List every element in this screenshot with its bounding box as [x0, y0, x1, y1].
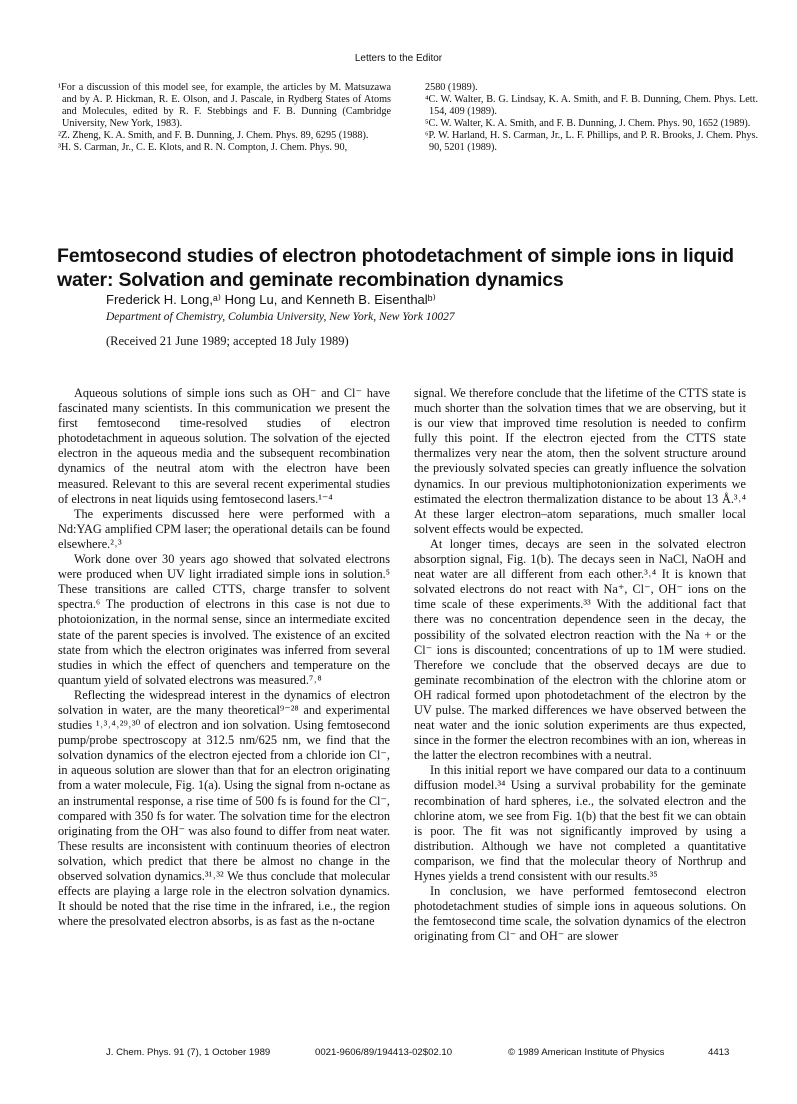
running-head: Letters to the Editor [354, 53, 443, 64]
article-body [58, 386, 746, 944]
paragraph-conclusion: In conclusion, we have performed femtosecond electron photodetachment studies of simple ions in aqueous solutions. On the femtosecond time scale, the solvation dynamics of the electron originating from Cl⁻ and OH⁻ are slower [414, 884, 746, 944]
reference-5: ⁵C. W. Walter, K. A. Smith, and F. B. Dunning, J. Chem. Phys. 90, 1652 (1989). [425, 118, 751, 129]
page-number: 4413 [708, 1047, 730, 1058]
body-left-column [58, 386, 390, 944]
paragraph-intro: Aqueous solutions of simple ions such as OH⁻ and Cl⁻ have fascinated many scientists. In this communication we present the first femtosecond time-resolved studies of electron photodetachment in aqueous solution. The solvation of the ejected electron in the aqueous media and the subsequent recombination dynamics of the neutral atom with the electron have been measured. Relevant to this are several recent experimental studies of electrons in neat liquids using femtosecond lasers.¹⁻⁴ [58, 386, 390, 506]
paragraph-diffusion-model: In this initial report we have compared our data to a continuum diffusion model.³⁴ Using a survival probability for the geminate recombination of hard spheres, i.e., the solvated electron and the chlorine atom, we see from Fig. 1(b) that the best fit we can obtain is poor. The fit was not significantly improved by using a distribution. Although we have not completed a quantitative comparison, we find that the molecular theory of Northrup and Hynes yields a trend consistent with our results.³⁵ [414, 763, 746, 883]
reference-4: ⁴C. W. Walter, B. G. Lindsay, K. A. Smith, and F. B. Dunning, Chem. Phys. Lett. 154, 409 (1989). [425, 94, 758, 117]
footer-copyright: © 1989 American Institute of Physics [508, 1047, 665, 1058]
paragraph-history: Work done over 30 years ago showed that solvated electrons were produced when UV light irradiated simple ions in solution.⁵ These transitions are called CTTS, charge transfer to solvent spectra.⁶ The production of electrons in this case is not due to photoionization, in the normal sense, since an intermediate excited state of the parent species is involved. The existence of an excited state from which the electron originates was inferred from several studies in which the effect of quenchers and temperature on the quantum yield of solvated electrons was measured.⁷˒⁸ [58, 552, 390, 687]
paragraph-experiments: The experiments discussed here were performed with a Nd:YAG amplified CPM laser; the operational details can be found elsewhere.²˒³ [58, 506, 390, 551]
previous-article-references [58, 82, 758, 154]
references-right-column [425, 82, 758, 154]
references-left-column [58, 82, 391, 154]
paragraph-solvation: Reflecting the widespread interest in the dynamics of electron solvation in water, are the many theoretical⁹⁻²⁸ and experimental studies ¹˒³˒⁴˒²⁹˒³⁰ of electron and ion solvation. Using femtosecond pump/probe spectroscopy at 312.5 nm/625 nm, we find that the solvation dynamics of the electron ejected from a chloride ion Cl⁻, in aqueous solution are slower than that for an electron originating from a water molecule, Fig. 1(a). Using the signal from n-octane as an instrumental response, a rise time of 500 fs is found for the Cl⁻, compared with 350 fs for water. The solvation time for the electron originating from the OH⁻ was also found to differ from neat water. These results are inconsistent with continuum theories of electron solvation, which predict that there be almost no change in the observed solvation dynamics.³¹˒³² We thus conclude that molecular effects are playing a large role in the electron solvation dynamics. It should be noted that the rise time in the infrared, i.e., the region where the presolvated electron absorbs, is as fast as the n-octane [58, 687, 390, 929]
reference-3-continued: 2580 (1989). [425, 82, 478, 93]
article-title: Femtosecond studies of electron photodetachment of simple ions in liquid water: Solvation and geminate recombination dynamics [57, 245, 734, 291]
article-authors: Frederick H. Long,ᵃ⁾ Hong Lu, and Kenneth B. Eisenthalᵇ⁾ [106, 292, 436, 307]
footer-code: 0021-9606/89/194413-02$02.10 [315, 1047, 453, 1058]
reference-2: ²Z. Zheng, K. A. Smith, and F. B. Dunning, J. Chem. Phys. 89, 6295 (1988). [58, 130, 369, 141]
received-dates: (Received 21 June 1989; accepted 18 July 1989) [106, 334, 349, 348]
paragraph-solvation-continued: signal. We therefore conclude that the lifetime of the CTTS state is much shorter than the solvation times that we are observing, but it is our view that improved time resolution is needed to confirm fully this point. If the electron ejected from the CTTS state thermalizes very near the atom, then the solvent structure around the previously solvated species can greatly influence the solvation dynamics. In our previous multiphotonionization experiments we estimated the electron thermalization distance to be about 13 Å.³˒⁴ At these larger electron–atom separations, much smaller local solvent effects would be expected. [414, 386, 746, 536]
body-right-column [414, 386, 746, 944]
reference-1: ¹For a discussion of this model see, for example, the articles by M. Matsuzawa and by A. P. Hickman, R. E. Olson, and J. Pascale, in Rydberg States of Atoms and Molecules, edited by R. F. Stebbings and F. B. Dunning (Cambridge University, New York, 1983). [58, 82, 391, 129]
footer-journal: J. Chem. Phys. 91 (7), 1 October 1989 [106, 1047, 271, 1058]
article-affiliation: Department of Chemistry, Columbia University, New York, New York 10027 [106, 311, 455, 323]
paragraph-decays: At longer times, decays are seen in the solvated electron absorption signal, Fig. 1(b). The decays seen in NaCl, NaOH and neat water are all different from each other.³˒⁴ It is known that solvated electrons do not react with Na⁺, Cl⁻, OH⁻ ions on the time scale of these experiments.³³ With the additional fact that there was no concentration dependence seen in the decay, the possibility of the solvated electron reaction with the Na + or the Cl⁻ ions is discounted; concentrations of up to 1M were studied. Therefore we conclude that the observed decays are due to geminate recombination of the electron with the chlorine atom or OH radical formed upon photodetachment of the electron by the UV pulse. The marked differences we have observed between the neat water and the ionic solution experiments are thus expected, since in the former the electron recombines with an ion, whereas in the latter the electron recombines with a neutral. [414, 536, 746, 763]
reference-6: ⁶P. W. Harland, H. S. Carman, Jr., L. F. Phillips, and P. R. Brooks, J. Chem. Phys. 90, 5201 (1989). [425, 130, 758, 153]
reference-3: ³H. S. Carman, Jr., C. E. Klots, and R. N. Compton, J. Chem. Phys. 90, [58, 142, 348, 153]
